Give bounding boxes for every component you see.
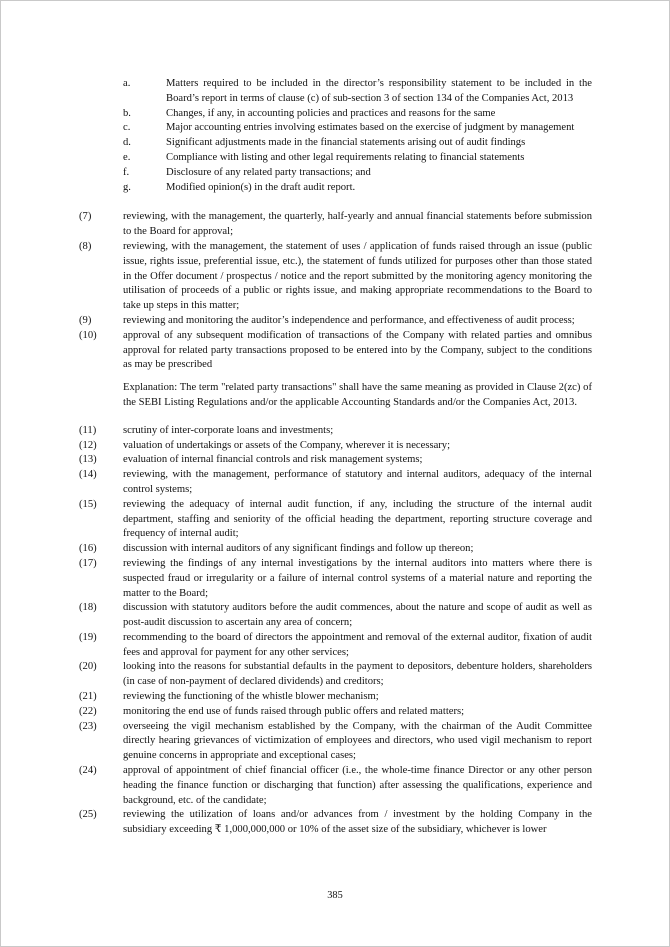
page-number: 385 (327, 890, 343, 901)
item-number: (21) (79, 691, 97, 703)
lettered-sub-list (123, 77, 592, 195)
list-item (79, 720, 592, 764)
item-letter: f. (123, 166, 130, 178)
item-text: scrutiny of inter-corporate loans and investments; (123, 424, 334, 436)
list-item (79, 764, 592, 808)
list-item (123, 166, 592, 181)
item-number: (25) (79, 809, 97, 821)
item-text: Matters required to be included in the director’s responsibility statement to be included in the Board’s report in terms of clause (c) of sub-section 3 of section 134 of the Companies Act, 2013 (166, 78, 592, 104)
item-number: (24) (79, 765, 97, 777)
item-text: reviewing and monitoring the auditor’s independence and performance, and effectiveness of audit process; (123, 314, 575, 326)
item-number: (7) (79, 211, 92, 223)
list-item (79, 240, 592, 314)
list-item (123, 121, 592, 136)
list-item (79, 424, 592, 439)
item-text: reviewing the functioning of the whistle blower mechanism; (123, 691, 379, 703)
item-text: Changes, if any, in accounting policies and practices and reasons for the same (166, 107, 496, 119)
item-text: approval of appointment of chief financial officer (i.e., the whole-time finance Director or any other person heading the finance function or discharging that function) after assessing the qualifications, experience and background, etc. of the candidate; (123, 765, 592, 806)
list-item (123, 181, 592, 196)
item-text: Modified opinion(s) in the draft audit report. (166, 181, 356, 193)
item-text: Disclosure of any related party transactions; and (166, 166, 371, 178)
item-letter: g. (123, 181, 131, 193)
item-number: (19) (79, 631, 97, 643)
item-text: discussion with internal auditors of any significant findings and follow up thereon; (123, 543, 474, 555)
list-item (79, 210, 592, 240)
item-letter: a. (123, 78, 131, 89)
item-number: (23) (79, 720, 97, 732)
item-letter: b. (123, 107, 131, 119)
item-number: (9) (79, 314, 92, 326)
list-item (79, 690, 592, 705)
item-number: (17) (79, 557, 97, 569)
item-letter: d. (123, 137, 131, 149)
item-text: reviewing the findings of any internal investigations by the internal auditors into matters where there is suspected fraud or irregularity or a failure of internal control systems of a material nature and reporting the matter to the Board; (123, 557, 592, 599)
explanation-paragraph: Explanation: The term "related party transactions" shall have the same meaning as provided in Clause 2(zc) of the SEBI Listing Regulations and/or the applicable Accounting Standards and/or the Companies Act, 2013. (123, 382, 592, 408)
list-item (79, 808, 592, 838)
list-item (123, 151, 592, 166)
list-item (79, 542, 592, 557)
item-number: (15) (79, 498, 97, 510)
list-item (79, 498, 592, 542)
item-text: reviewing, with the management, performance of statutory and internal auditors, adequacy of the internal control systems; (123, 469, 592, 495)
item-text: approval of any subsequent modification of transactions of the Company with related parties and omnibus approval for related party transactions proposed to be entered into by the Company, subject to the conditions as may be prescribed (123, 329, 592, 371)
item-text: recommending to the board of directors the appointment and removal of the external auditor, fixation of audit fees and approval for payment for any other services; (123, 631, 592, 658)
item-number: (13) (79, 454, 97, 466)
list-item (79, 453, 592, 468)
item-number: (8) (79, 240, 92, 252)
item-text: reviewing the utilization of loans and/or advances from / investment by the holding Company in the subsidiary exceeding ₹ 1,000,000,000 or 10% of the asset size of the subsidiary, whichever is lower (123, 809, 592, 836)
item-number: (18) (79, 602, 97, 614)
item-letter: c. (123, 122, 131, 134)
item-text: reviewing the adequacy of internal audit function, if any, including the structure of the internal audit department, staffing and seniority of the official heading the department, reporting structure coverage and frequency of internal audit; (123, 498, 592, 540)
item-number: (16) (79, 543, 97, 555)
item-number: (20) (79, 661, 97, 673)
item-number: (12) (79, 439, 97, 451)
item-text: Major accounting entries involving estimates based on the exercise of judgment by management (166, 122, 575, 134)
item-number: (22) (79, 705, 97, 717)
list-item (79, 705, 592, 720)
item-letter: e. (123, 151, 131, 163)
item-text: monitoring the end use of funds raised through public offers and related matters; (123, 705, 465, 717)
list-item (79, 557, 592, 601)
item-number: (14) (79, 469, 97, 481)
item-number: (11) (79, 424, 97, 436)
list-item (79, 468, 592, 498)
item-text: Compliance with listing and other legal requirements relating to financial statements (166, 151, 525, 163)
list-item (123, 77, 592, 107)
item-text: valuation of undertakings or assets of the Company, wherever it is necessary; (123, 439, 451, 451)
item-text: Significant adjustments made in the financial statements arising out of audit findings (166, 137, 526, 149)
list-item (79, 439, 592, 454)
list-item (79, 329, 592, 373)
numbered-list (79, 210, 592, 838)
item-text: discussion with statutory auditors before the audit commences, about the nature and scope of audit as well as post-audit discussion to ascertain any area of concern; (123, 602, 592, 629)
item-text: looking into the reasons for substantial defaults in the payment to depositors, debenture holders, shareholders (in case of non-payment of declared dividends) and creditors; (123, 661, 592, 688)
list-item (123, 107, 592, 122)
page-content (79, 77, 592, 838)
list-item (79, 660, 592, 690)
item-text: reviewing, with the management, the statement of uses / application of funds raised through an issue (public issue, rights issue, preferential issue, etc.), the statement of funds utilized for purposes other than those stated in the Offer document / prospectus / notice and the report submitted by the monitoring agency monitoring the utilisation of proceeds of a public or rights issue, and making appropriate recommendations to the Board to take up steps in this matter; (123, 240, 592, 312)
item-number: (10) (79, 329, 97, 341)
list-item (79, 601, 592, 631)
item-text: overseeing the vigil mechanism established by the Company, with the chairman of the Audit Committee directly hearing grievances of victimization of employees and directors, who used vigil mechanism to report genuine concerns in appropriate and exceptional cases; (123, 720, 592, 762)
list-item (79, 314, 592, 329)
item-text: evaluation of internal financial controls and risk management systems; (123, 454, 423, 466)
list-item (123, 136, 592, 151)
item-text: reviewing, with the management, the quarterly, half-yearly and annual financial statements before submission to the Board for approval; (123, 211, 592, 238)
list-item (79, 631, 592, 661)
